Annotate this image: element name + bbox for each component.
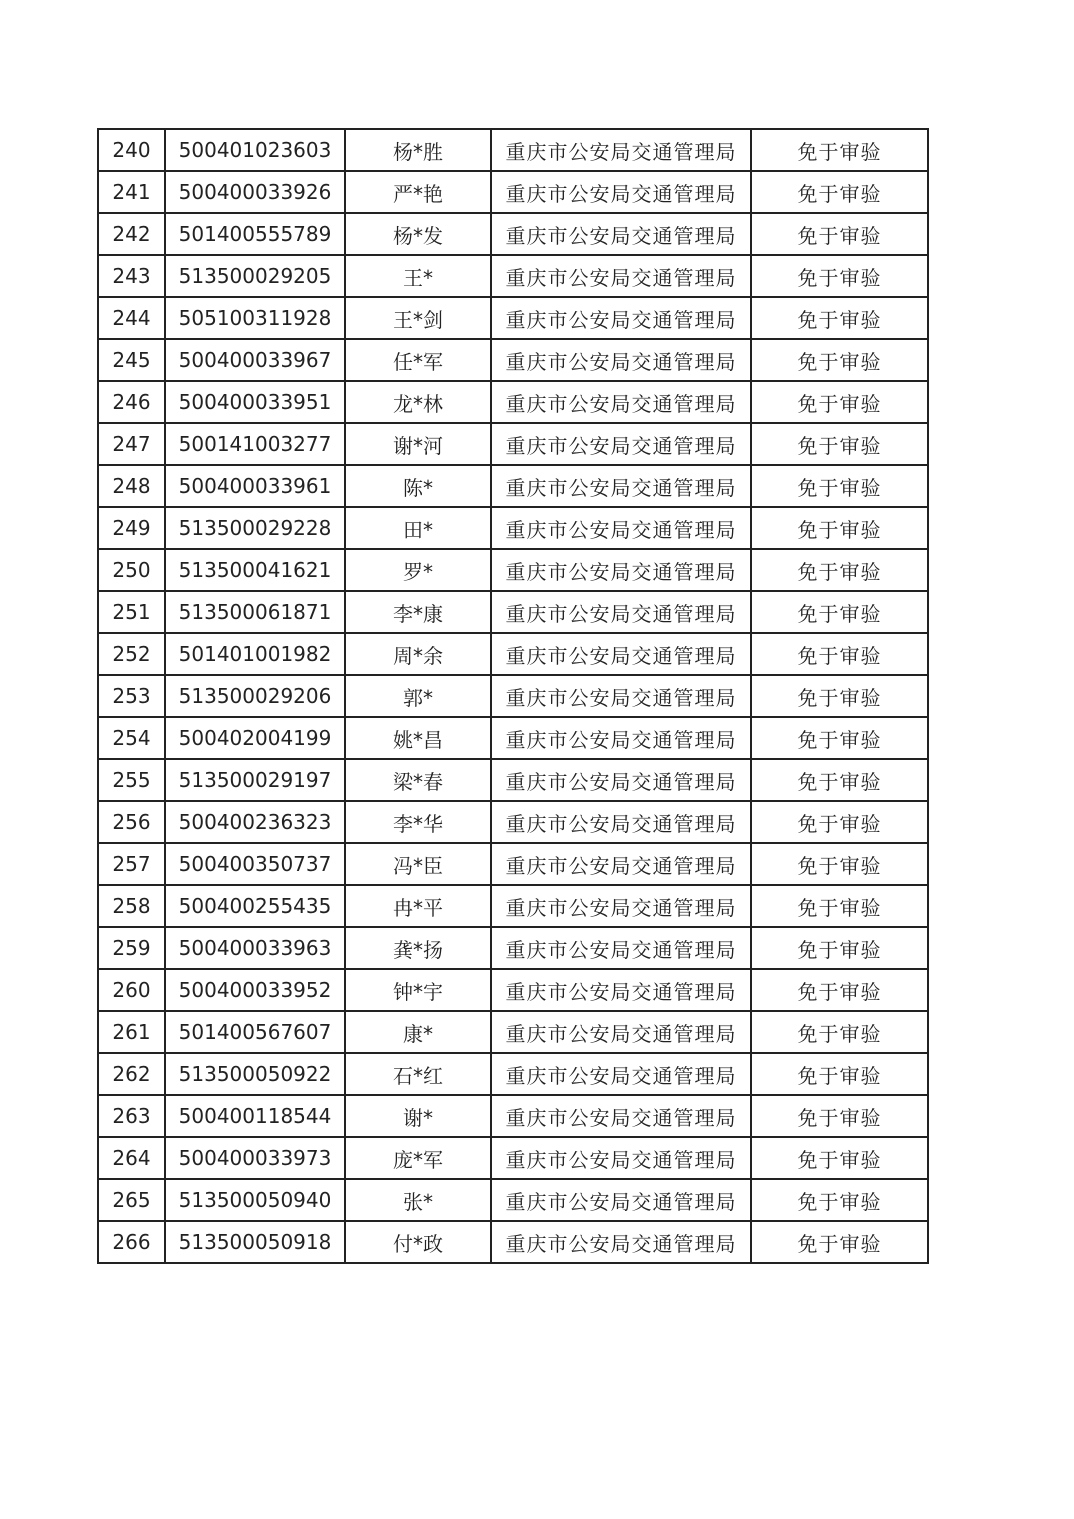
review-result-cell: 免于审验 (751, 1053, 928, 1095)
driver-name-cell: 李*康 (345, 591, 491, 633)
review-result-cell: 免于审验 (751, 969, 928, 1011)
issuing-authority-cell: 重庆市公安局交通管理局 (491, 1095, 751, 1137)
issuing-authority-cell: 重庆市公安局交通管理局 (491, 171, 751, 213)
issuing-authority-cell: 重庆市公安局交通管理局 (491, 507, 751, 549)
driver-name-cell: 冉*平 (345, 885, 491, 927)
table-row (98, 549, 928, 591)
driver-name-cell: 梁*春 (345, 759, 491, 801)
review-result-cell: 免于审验 (751, 843, 928, 885)
review-result-cell: 免于审验 (751, 255, 928, 297)
table-row (98, 213, 928, 255)
driver-name-cell: 冯*臣 (345, 843, 491, 885)
license-number-cell: 513500041621 (165, 549, 345, 591)
serial-number-cell: 250 (98, 549, 165, 591)
serial-number-cell: 244 (98, 297, 165, 339)
serial-number-cell: 264 (98, 1137, 165, 1179)
serial-number-cell: 254 (98, 717, 165, 759)
review-result-cell: 免于审验 (751, 591, 928, 633)
serial-number-cell: 253 (98, 675, 165, 717)
table-row (98, 717, 928, 759)
table-row (98, 1221, 928, 1263)
license-number-cell: 513500029206 (165, 675, 345, 717)
driver-name-cell: 杨*胜 (345, 129, 491, 171)
table-row (98, 1179, 928, 1221)
table-row (98, 591, 928, 633)
review-result-cell: 免于审验 (751, 759, 928, 801)
driver-name-cell: 严*艳 (345, 171, 491, 213)
driver-name-cell: 龙*林 (345, 381, 491, 423)
serial-number-cell: 241 (98, 171, 165, 213)
issuing-authority-cell: 重庆市公安局交通管理局 (491, 633, 751, 675)
table-row (98, 255, 928, 297)
driver-name-cell: 庞*军 (345, 1137, 491, 1179)
table-row (98, 969, 928, 1011)
license-number-cell: 500400033963 (165, 927, 345, 969)
driver-name-cell: 张* (345, 1179, 491, 1221)
license-number-cell: 513500029205 (165, 255, 345, 297)
license-number-cell: 500402004199 (165, 717, 345, 759)
issuing-authority-cell: 重庆市公安局交通管理局 (491, 591, 751, 633)
issuing-authority-cell: 重庆市公安局交通管理局 (491, 255, 751, 297)
review-result-cell: 免于审验 (751, 1221, 928, 1263)
table-row (98, 675, 928, 717)
serial-number-cell: 247 (98, 423, 165, 465)
review-result-cell: 免于审验 (751, 1137, 928, 1179)
driver-name-cell: 付*政 (345, 1221, 491, 1263)
license-number-cell: 501400567607 (165, 1011, 345, 1053)
table-row (98, 759, 928, 801)
table-row (98, 633, 928, 675)
table-row (98, 381, 928, 423)
license-number-cell: 513500050918 (165, 1221, 345, 1263)
serial-number-cell: 261 (98, 1011, 165, 1053)
review-result-cell: 免于审验 (751, 297, 928, 339)
serial-number-cell: 257 (98, 843, 165, 885)
driver-name-cell: 石*红 (345, 1053, 491, 1095)
issuing-authority-cell: 重庆市公安局交通管理局 (491, 465, 751, 507)
license-number-cell: 500400033952 (165, 969, 345, 1011)
table-row (98, 507, 928, 549)
license-number-cell: 500141003277 (165, 423, 345, 465)
review-result-cell: 免于审验 (751, 1011, 928, 1053)
issuing-authority-cell: 重庆市公安局交通管理局 (491, 339, 751, 381)
license-number-cell: 513500050940 (165, 1179, 345, 1221)
issuing-authority-cell: 重庆市公安局交通管理局 (491, 927, 751, 969)
license-number-cell: 500400033951 (165, 381, 345, 423)
review-result-cell: 免于审验 (751, 1179, 928, 1221)
review-result-cell: 免于审验 (751, 423, 928, 465)
review-result-cell: 免于审验 (751, 171, 928, 213)
serial-number-cell: 265 (98, 1179, 165, 1221)
license-number-cell: 513500061871 (165, 591, 345, 633)
review-result-cell: 免于审验 (751, 549, 928, 591)
review-result-cell: 免于审验 (751, 927, 928, 969)
driver-name-cell: 陈* (345, 465, 491, 507)
review-result-cell: 免于审验 (751, 213, 928, 255)
issuing-authority-cell: 重庆市公安局交通管理局 (491, 297, 751, 339)
driver-name-cell: 任*军 (345, 339, 491, 381)
license-number-cell: 501400555789 (165, 213, 345, 255)
license-number-cell: 500400118544 (165, 1095, 345, 1137)
table-row (98, 1011, 928, 1053)
driver-name-cell: 郭* (345, 675, 491, 717)
driver-name-cell: 杨*发 (345, 213, 491, 255)
serial-number-cell: 258 (98, 885, 165, 927)
license-number-cell: 501401001982 (165, 633, 345, 675)
review-result-cell: 免于审验 (751, 465, 928, 507)
review-result-cell: 免于审验 (751, 717, 928, 759)
serial-number-cell: 240 (98, 129, 165, 171)
issuing-authority-cell: 重庆市公安局交通管理局 (491, 843, 751, 885)
driver-name-cell: 姚*昌 (345, 717, 491, 759)
serial-number-cell: 243 (98, 255, 165, 297)
issuing-authority-cell: 重庆市公安局交通管理局 (491, 801, 751, 843)
serial-number-cell: 246 (98, 381, 165, 423)
table-row (98, 423, 928, 465)
license-number-cell: 500400350737 (165, 843, 345, 885)
driver-name-cell: 王*剑 (345, 297, 491, 339)
table-row (98, 339, 928, 381)
record-table (97, 128, 929, 1264)
issuing-authority-cell: 重庆市公安局交通管理局 (491, 213, 751, 255)
driver-name-cell: 田* (345, 507, 491, 549)
issuing-authority-cell: 重庆市公安局交通管理局 (491, 1011, 751, 1053)
review-result-cell: 免于审验 (751, 507, 928, 549)
table-row (98, 801, 928, 843)
review-result-cell: 免于审验 (751, 339, 928, 381)
driver-name-cell: 周*余 (345, 633, 491, 675)
serial-number-cell: 259 (98, 927, 165, 969)
serial-number-cell: 249 (98, 507, 165, 549)
driver-name-cell: 龚*扬 (345, 927, 491, 969)
table-row (98, 1137, 928, 1179)
license-number-cell: 500400033926 (165, 171, 345, 213)
license-number-cell: 513500050922 (165, 1053, 345, 1095)
license-number-cell: 500400033973 (165, 1137, 345, 1179)
license-number-cell: 505100311928 (165, 297, 345, 339)
issuing-authority-cell: 重庆市公安局交通管理局 (491, 675, 751, 717)
serial-number-cell: 260 (98, 969, 165, 1011)
serial-number-cell: 255 (98, 759, 165, 801)
driver-name-cell: 罗* (345, 549, 491, 591)
license-number-cell: 500400033961 (165, 465, 345, 507)
record-table-body (98, 129, 928, 1263)
table-row (98, 171, 928, 213)
issuing-authority-cell: 重庆市公安局交通管理局 (491, 1137, 751, 1179)
review-result-cell: 免于审验 (751, 1095, 928, 1137)
review-result-cell: 免于审验 (751, 885, 928, 927)
table-row (98, 843, 928, 885)
driver-name-cell: 谢*河 (345, 423, 491, 465)
license-number-cell: 500401023603 (165, 129, 345, 171)
table-row (98, 129, 928, 171)
table-row (98, 465, 928, 507)
serial-number-cell: 251 (98, 591, 165, 633)
driver-name-cell: 康* (345, 1011, 491, 1053)
issuing-authority-cell: 重庆市公安局交通管理局 (491, 1053, 751, 1095)
serial-number-cell: 242 (98, 213, 165, 255)
issuing-authority-cell: 重庆市公安局交通管理局 (491, 1179, 751, 1221)
license-number-cell: 500400033967 (165, 339, 345, 381)
issuing-authority-cell: 重庆市公安局交通管理局 (491, 1221, 751, 1263)
table-row (98, 885, 928, 927)
license-number-cell: 513500029197 (165, 759, 345, 801)
review-result-cell: 免于审验 (751, 129, 928, 171)
issuing-authority-cell: 重庆市公安局交通管理局 (491, 759, 751, 801)
table-row (98, 1053, 928, 1095)
issuing-authority-cell: 重庆市公安局交通管理局 (491, 717, 751, 759)
review-result-cell: 免于审验 (751, 633, 928, 675)
issuing-authority-cell: 重庆市公安局交通管理局 (491, 969, 751, 1011)
table-row (98, 927, 928, 969)
serial-number-cell: 262 (98, 1053, 165, 1095)
issuing-authority-cell: 重庆市公安局交通管理局 (491, 381, 751, 423)
table-row (98, 297, 928, 339)
issuing-authority-cell: 重庆市公安局交通管理局 (491, 423, 751, 465)
license-number-cell: 500400236323 (165, 801, 345, 843)
serial-number-cell: 252 (98, 633, 165, 675)
license-number-cell: 513500029228 (165, 507, 345, 549)
driver-name-cell: 李*华 (345, 801, 491, 843)
issuing-authority-cell: 重庆市公安局交通管理局 (491, 129, 751, 171)
review-result-cell: 免于审验 (751, 675, 928, 717)
serial-number-cell: 263 (98, 1095, 165, 1137)
driver-name-cell: 钟*宇 (345, 969, 491, 1011)
serial-number-cell: 256 (98, 801, 165, 843)
driver-name-cell: 谢* (345, 1095, 491, 1137)
review-result-cell: 免于审验 (751, 801, 928, 843)
issuing-authority-cell: 重庆市公安局交通管理局 (491, 549, 751, 591)
driver-name-cell: 王* (345, 255, 491, 297)
license-number-cell: 500400255435 (165, 885, 345, 927)
serial-number-cell: 245 (98, 339, 165, 381)
serial-number-cell: 266 (98, 1221, 165, 1263)
issuing-authority-cell: 重庆市公安局交通管理局 (491, 885, 751, 927)
table-row (98, 1095, 928, 1137)
serial-number-cell: 248 (98, 465, 165, 507)
review-result-cell: 免于审验 (751, 381, 928, 423)
